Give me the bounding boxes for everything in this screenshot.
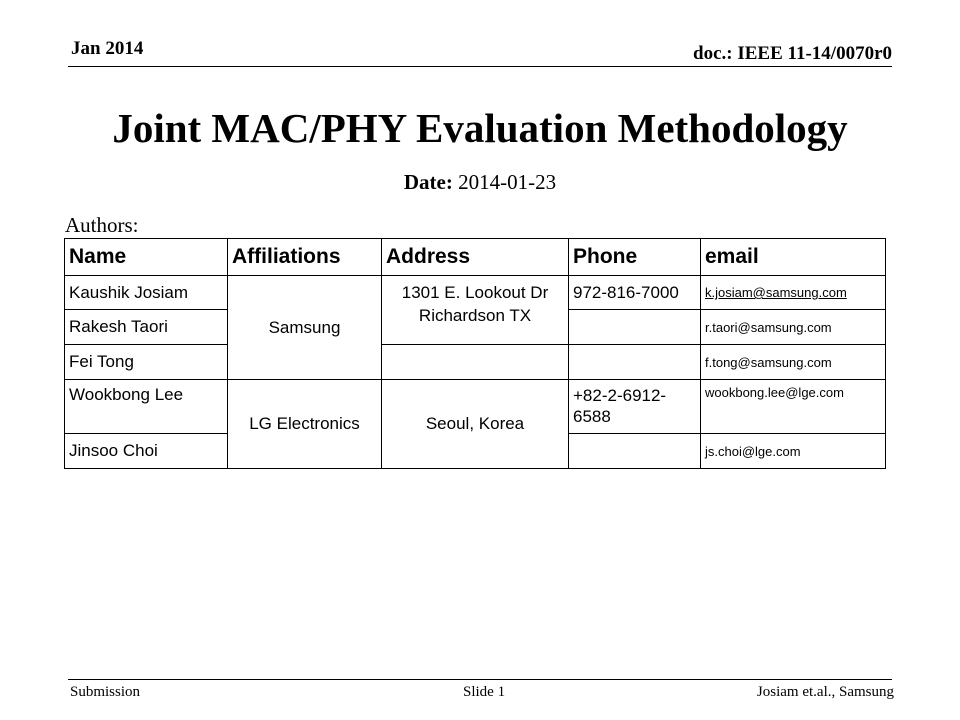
authors-table bbox=[64, 238, 886, 469]
column-header-name: Name bbox=[65, 239, 228, 276]
table-row bbox=[65, 380, 886, 434]
author-email-link[interactable]: k.josiam@samsung.com bbox=[701, 276, 886, 310]
header-date: Jan 2014 bbox=[71, 38, 144, 59]
address-line: 1301 E. Lookout Dr bbox=[401, 283, 549, 302]
column-header-affiliations: Affiliations bbox=[228, 239, 382, 276]
author-email: js.choi@lge.com bbox=[701, 434, 886, 469]
author-address bbox=[382, 345, 569, 380]
table-row bbox=[65, 345, 886, 380]
author-phone bbox=[569, 310, 701, 345]
column-header-address: Address bbox=[382, 239, 569, 276]
column-header-email: email bbox=[701, 239, 886, 276]
author-phone bbox=[569, 434, 701, 469]
authors-label: Authors: bbox=[65, 213, 139, 237]
author-address bbox=[382, 276, 569, 345]
author-phone: 972-816-7000 bbox=[569, 276, 701, 310]
header-doc-id: doc.: IEEE 11-14/0070r0 bbox=[693, 43, 892, 64]
author-name: Fei Tong bbox=[65, 345, 228, 380]
table-header-row bbox=[65, 239, 886, 276]
footer-authors: Josiam et.al., Samsung bbox=[756, 684, 894, 700]
footer-slide-number: Slide 1 bbox=[463, 684, 506, 700]
author-phone bbox=[569, 345, 701, 380]
slide-title: Joint MAC/PHY Evaluation Methodology bbox=[112, 105, 848, 151]
table-row bbox=[65, 276, 886, 310]
footer-divider bbox=[68, 679, 892, 680]
author-phone: +82-2-6912-6588 bbox=[569, 380, 701, 434]
date-value: 2014-01-23 bbox=[458, 170, 557, 194]
author-email: wookbong.lee@lge.com bbox=[701, 380, 886, 434]
author-name: Jinsoo Choi bbox=[65, 434, 228, 469]
author-name: Kaushik Josiam bbox=[65, 276, 228, 310]
author-affiliation: LG Electronics bbox=[228, 380, 382, 469]
header-divider bbox=[68, 66, 892, 67]
author-name: Wookbong Lee bbox=[65, 380, 228, 434]
author-email: r.taori@samsung.com bbox=[701, 310, 886, 345]
footer-submission: Submission bbox=[70, 684, 141, 700]
address-line: Richardson TX bbox=[418, 306, 532, 325]
date-label: Date: bbox=[403, 170, 453, 194]
column-header-phone: Phone bbox=[569, 239, 701, 276]
date-line bbox=[0, 170, 960, 195]
author-address: Seoul, Korea bbox=[382, 380, 569, 469]
author-email: f.tong@samsung.com bbox=[701, 345, 886, 380]
author-affiliation: Samsung bbox=[228, 276, 382, 380]
author-name: Rakesh Taori bbox=[65, 310, 228, 345]
